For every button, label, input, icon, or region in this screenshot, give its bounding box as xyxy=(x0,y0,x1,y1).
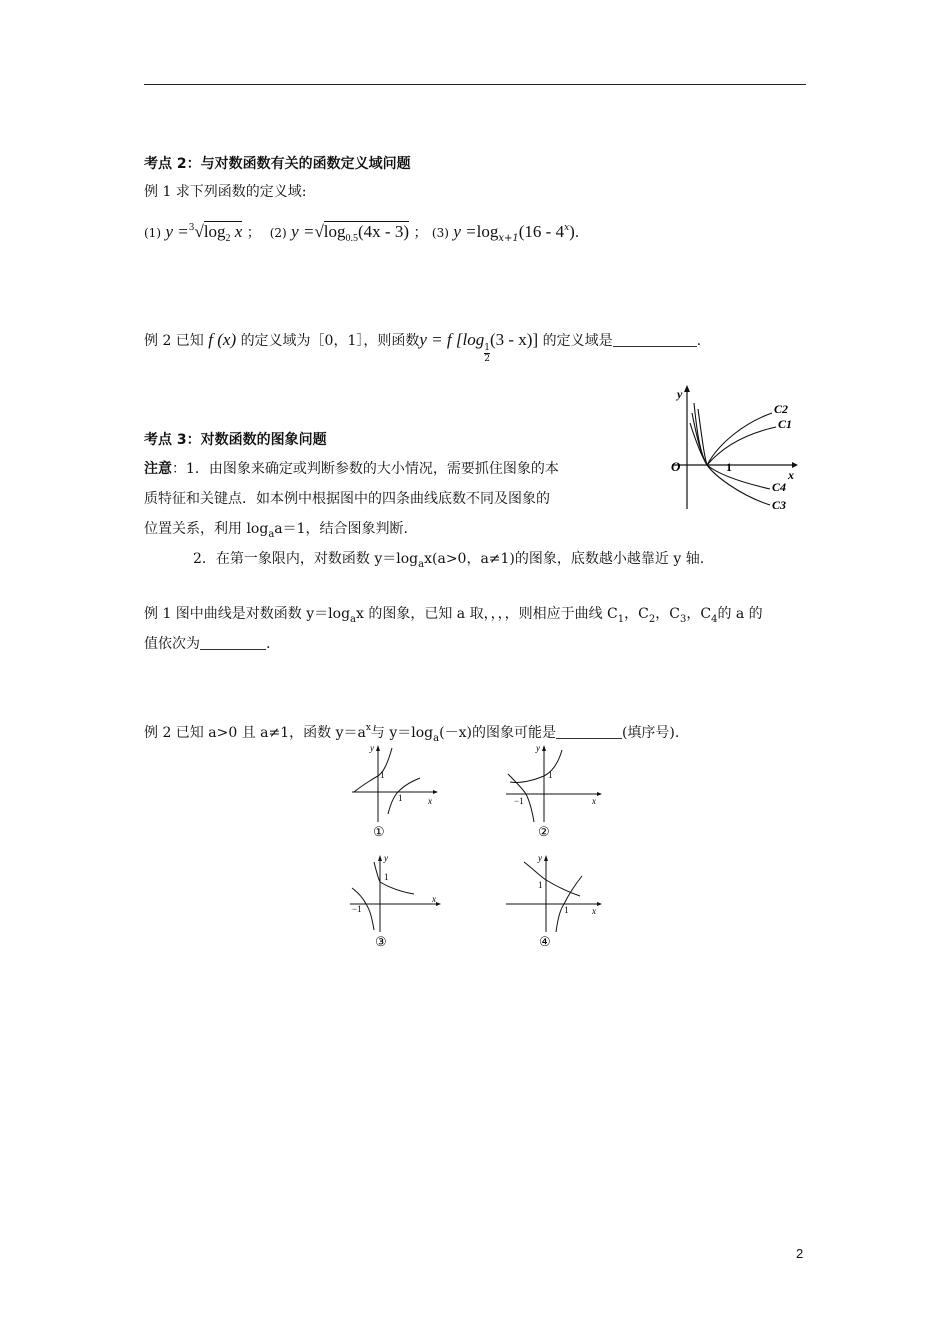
note-line3 xyxy=(144,519,408,545)
g2-x: x xyxy=(592,796,596,806)
formula3-base: x+1 xyxy=(498,233,519,244)
c-sub-4: 4 xyxy=(711,614,718,625)
formula3-lhs: y = xyxy=(453,222,477,241)
formula2-number: (2) xyxy=(269,226,287,240)
g3-one-b: −1 xyxy=(352,904,362,914)
g3-y: y xyxy=(384,853,388,863)
note-line2: 质特征和关键点．如本例中根据图中的四条曲线底数不同及图象的 xyxy=(144,491,550,507)
graph-option-1 xyxy=(348,742,443,842)
main-origin: O xyxy=(671,459,681,474)
section2-formulas xyxy=(144,218,589,249)
ex2-base-num: 1 xyxy=(484,343,490,353)
ex2-base-den: 2 xyxy=(484,354,490,364)
label-c2: C2 xyxy=(774,402,789,416)
ex2-answer-blank[interactable] xyxy=(613,332,697,347)
section2-example1-label: 例 1 求下列函数的定义域: xyxy=(144,184,307,200)
g1-label: ① xyxy=(373,824,385,839)
formula3-arg: (16 - 4 xyxy=(518,222,565,241)
section2-example2 xyxy=(144,330,701,364)
ex2-fx: f (x) xyxy=(208,330,237,349)
s3-ex1-mid: x 的图象，已知 a 取，，，，则相应于曲线 C xyxy=(356,606,618,622)
ex2-end: . xyxy=(696,333,702,349)
formula1-number: (1) xyxy=(144,226,161,240)
formula3-log: log xyxy=(476,222,499,241)
section3-example1-line2 xyxy=(144,634,270,654)
g2-label: ② xyxy=(538,824,550,839)
g2-y: y xyxy=(536,743,540,753)
note-line1 xyxy=(144,459,559,479)
formula3-number: (3) xyxy=(431,226,449,240)
formula1-root-index: 3 xyxy=(188,223,195,233)
ex2-mid: 的定义域为［0，1］，则函数 xyxy=(240,333,420,349)
note-line3-end: a＝1，结合图象判断. xyxy=(274,521,409,537)
y-axis-arrow xyxy=(684,385,690,392)
formula1-radical: $√\log_2$ x xyxy=(194,222,243,244)
s3-ex2-tail: (填序号). xyxy=(621,725,680,741)
g4-y: y xyxy=(538,853,542,863)
ex2-func-arg: (3 - x)] xyxy=(489,330,539,349)
section3-title: 考点 3：对数函数的图象问题 xyxy=(144,432,327,448)
s3-ex1-end: 的 a 的 xyxy=(717,606,763,622)
c-sub-2: 2 xyxy=(648,614,656,625)
c-sub-1: 1 xyxy=(617,614,625,625)
formula1-base: 2 xyxy=(225,233,231,244)
g4-one-b: 1 xyxy=(564,905,569,915)
s3-ex1-line2: 值依次为 xyxy=(144,636,200,652)
formula3-close: ) xyxy=(569,222,575,241)
graph-option-3 xyxy=(346,852,446,952)
formula1-log: log xyxy=(203,222,226,241)
c-sub-3: 3 xyxy=(679,614,687,625)
g4-x: x xyxy=(592,906,596,916)
s3-ex1-sub: a xyxy=(350,614,357,625)
formula1-arg: x xyxy=(230,222,243,241)
section2-title: 考点 2：与对数函数有关的函数定义域问题 xyxy=(144,156,411,172)
page-number: 2 xyxy=(796,1246,804,1261)
header-rule xyxy=(144,84,806,85)
graph-option-4 xyxy=(502,852,607,952)
log-curves-graph xyxy=(664,383,804,513)
label-c1: C1 xyxy=(778,417,793,431)
g4-one-a: 1 xyxy=(538,880,543,890)
formula3-exponent: x xyxy=(564,223,570,233)
s3-ex1-answer-blank[interactable] xyxy=(200,635,266,650)
g1-y: y xyxy=(370,743,374,753)
note-label: 注意 xyxy=(144,461,172,477)
formula2-log: log xyxy=(323,222,346,241)
g1-one-b: 1 xyxy=(398,793,403,803)
s3-ex2-answer-blank[interactable] xyxy=(556,724,622,739)
s3-ex2-text: 例 2 已知 a>0 且 a≠1，函数 y＝a xyxy=(144,725,366,741)
formula1-lhs: y = xyxy=(165,222,189,241)
formula2-lhs: y = xyxy=(291,222,315,241)
g1-one-a: 1 xyxy=(380,770,385,780)
note-item2-end: x(a>0，a≠1)的图象，底数越小越靠近 y 轴. xyxy=(424,551,705,567)
note-item2-text: 2．在第一象限内，对数函数 y＝log xyxy=(193,551,419,567)
formula2-base: 0.5 xyxy=(345,233,359,244)
g3-x: x xyxy=(432,894,436,904)
note-line1-text: ：1．由图象来确定或判断参数的大小情况，需要抓住图象的本 xyxy=(172,461,559,477)
note-line3-text: 位置关系，利用 log xyxy=(144,521,269,537)
s3-ex1-line2-end: . xyxy=(266,636,271,652)
g4-label: ④ xyxy=(539,934,551,949)
formula2-radical: $√\log_{0.5}(4x - 3)$ xyxy=(314,222,409,244)
s3-ex2-sub: a xyxy=(433,733,440,744)
graph-option-2 xyxy=(502,742,607,842)
s3-ex2-mid: 与 y＝log xyxy=(370,725,434,741)
s3-ex2-sup: x xyxy=(365,723,371,733)
curve-c3 xyxy=(698,409,770,505)
label-c3: C3 xyxy=(772,498,787,512)
ex2-func-lhs: y = f [log xyxy=(419,330,485,349)
note-line3-sub: a xyxy=(268,529,275,540)
s3-ex1-text: 例 1 图中曲线是对数函数 y＝log xyxy=(144,606,351,622)
main-x-label: x xyxy=(788,468,794,482)
g3-label: ③ xyxy=(375,934,387,949)
ex2-suffix: 的定义域是 xyxy=(542,333,613,349)
s3-ex2-end: (－x)的图象可能是 xyxy=(439,725,556,741)
note-item2-sub: a xyxy=(418,559,425,570)
note-item2 xyxy=(193,549,704,575)
formula3-end: ． xyxy=(574,225,589,241)
separator1: ； xyxy=(246,225,261,241)
formula2-arg: (4x - 3) xyxy=(358,222,409,241)
label-c4: C4 xyxy=(772,480,787,494)
main-y-label: y xyxy=(677,387,683,401)
g2-one-a: 1 xyxy=(548,770,553,780)
curve-c2 xyxy=(694,403,772,465)
ex2-prefix: 例 2 已知 xyxy=(144,333,204,349)
section3-example1-line1: 例 1 图中曲线是对数函数 $y=\log_ax$ 的图象，已知 a 取，，，，则相应于曲线 $C_1$，$C_2$，$C_3$，$C_4$的 a 的 xyxy=(144,606,763,625)
g3-one-a: 1 xyxy=(384,872,389,882)
g1-x: x xyxy=(428,796,432,806)
main-one: 1 xyxy=(726,460,732,474)
separator2: ； xyxy=(413,225,428,241)
g2-one-b: −1 xyxy=(514,796,524,806)
